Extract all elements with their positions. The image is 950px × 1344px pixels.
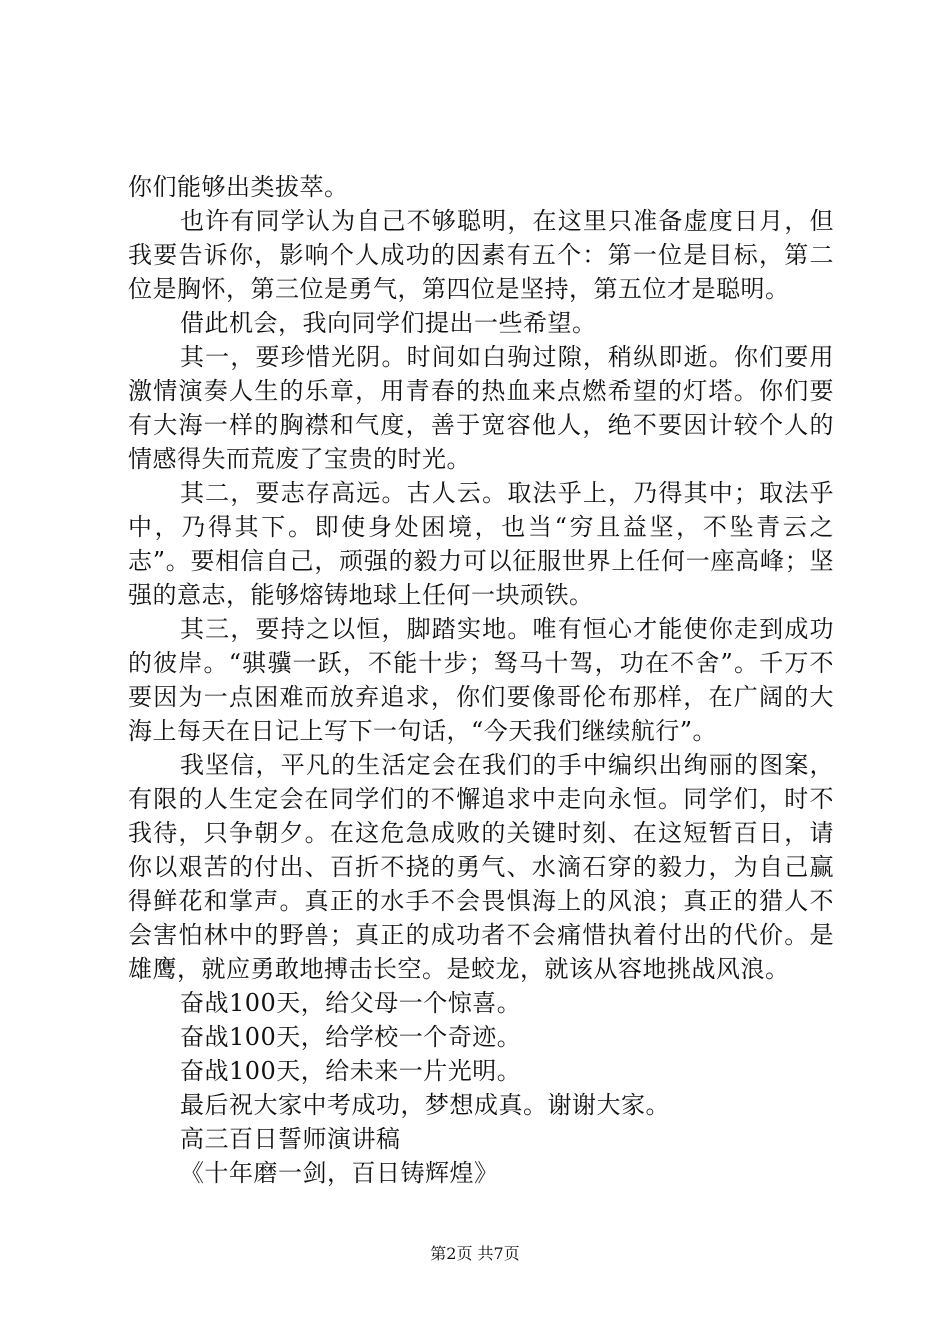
paragraph: 奋战100天，给父母一个惊喜。 — [180, 989, 522, 1017]
paragraph: 其二，要志存高远。古人云。取法乎上，乃得其中；取法乎中，乃得其下。即使身处困境，也当“穷且益坚，不坠青云之志”。要相信自己，顽强的毅力可以征服世界上任何一座高峰；坚强的意志，能够熔铸地球上任何一块顽铁。 — [128, 479, 834, 609]
paragraph: 最后祝大家中考成功，梦想成真。谢谢大家。 — [180, 1091, 670, 1119]
document-subtitle: 《十年磨一剑，百日铸辉煌》 — [180, 1159, 499, 1187]
paragraph: 你们能够出类拔萃。 — [128, 173, 349, 201]
paragraph: 我坚信，平凡的生活定会在我们的手中编织出绚丽的图案，有限的人生定会在同学们的不懈追求中走向永恒。同学们，时不我待，只争朝夕。在这危急成败的关键时刻、在这短暂百日，请你以艰苦的付出、百折不挠的勇气、水滴石穿的毅力，为自己赢得鲜花和掌声。真正的水手不会畏惧海上的风浪；真正的猎人不会害怕林中的野兽；真正的成功者不会痛惜执着付出的代价。是雄鹰，就应勇敢地搏击长空。是蛟龙，就该从容地挑战风浪。 — [128, 751, 834, 983]
paragraph: 借此机会，我向同学们提出一些希望。 — [180, 309, 597, 337]
document-title: 高三百日誓师演讲稿 — [180, 1125, 401, 1153]
paragraph: 奋战100天，给学校一个奇迹。 — [180, 1023, 522, 1051]
page-number-footer: 第2页 共7页 — [430, 1244, 520, 1263]
paragraph: 其一，要珍惜光阴。时间如白驹过隙，稍纵即逝。你们要用激情演奏人生的乐章，用青春的热血来点燃希望的灯塔。你们要有大海一样的胸襟和气度，善于宽容他人，绝不要因计较个人的情感得失而荒废了宝贵的时光。 — [128, 343, 834, 473]
paragraph: 也许有同学认为自己不够聪明，在这里只准备虚度日月，但我要告诉你，影响个人成功的因素有五个：第一位是目标，第二位是胸怀，第三位是勇气，第四位是坚持，第五位才是聪明。 — [128, 207, 834, 303]
paragraph: 奋战100天，给未来一片光明。 — [180, 1057, 522, 1085]
paragraph: 其三，要持之以恒，脚踏实地。唯有恒心才能使你走到成功的彼岸。“骐骥一跃，不能十步；驽马十驾，功在不舍”。千万不要因为一点困难而放弃追求，你们要像哥伦布那样，在广阔的大海上每天在日记上写下一句话，“今天我们继续航行”。 — [128, 615, 834, 745]
document-body — [128, 170, 834, 1190]
